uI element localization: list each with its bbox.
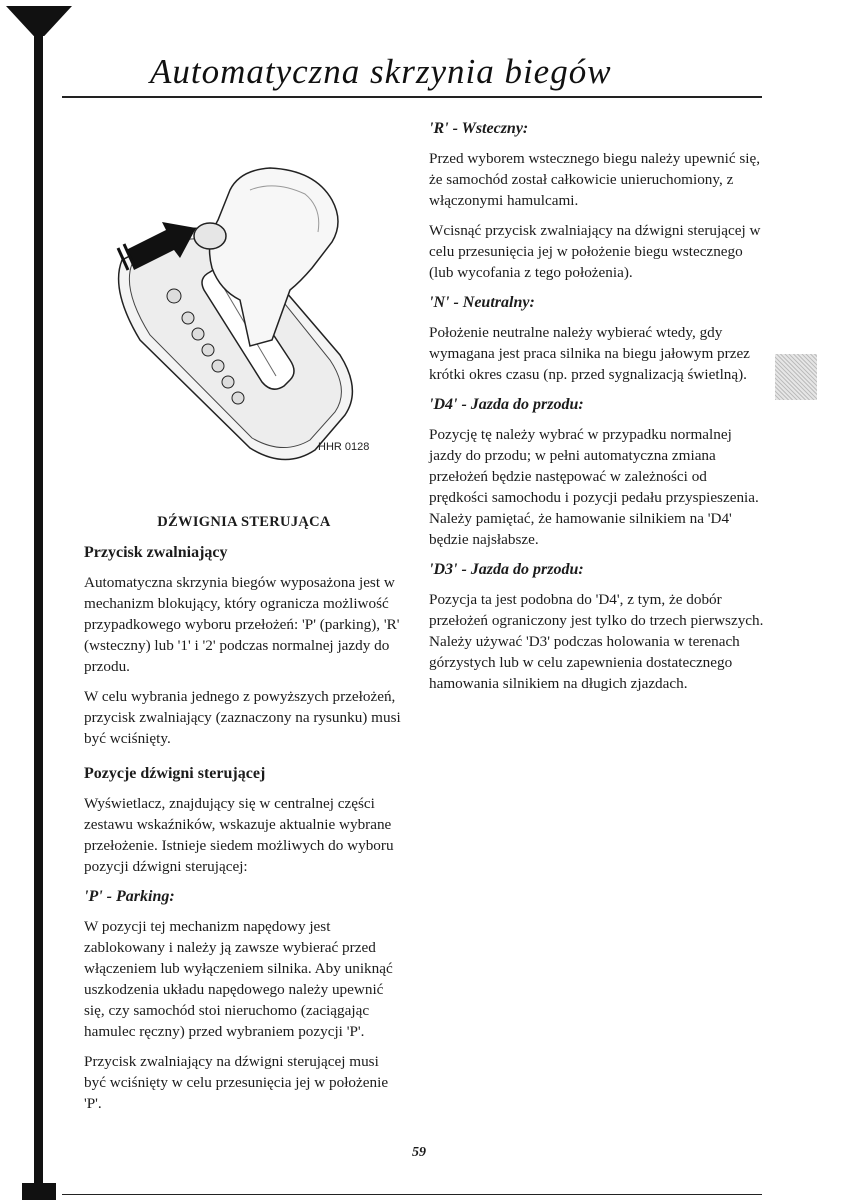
d4-paragraph: Pozycję tę należy wybrać w przypadku normalnej jazdy do przodu; w pełni automatyczna zmiana przełożeń będzie następować w zależności od prędkości samochodu i pozycji pedału przyspieszenia. Należy pamiętać, że hamowanie silnikiem na 'D4' będzie najsłabsze. bbox=[429, 426, 759, 548]
section-title: DŹWIGNIA STERUJĄCA bbox=[157, 514, 331, 530]
gear-lever-drawing bbox=[100, 150, 400, 470]
page-number: 59 bbox=[412, 1145, 426, 1160]
parking-paragraph-2: Przycisk zwalniający na dźwigni sterującej musi być wciśnięty w celu przesunięcia jej w położenie 'P'. bbox=[84, 1053, 389, 1112]
parking-heading: 'P' - Parking: bbox=[84, 888, 175, 905]
spine-bottom-foot bbox=[22, 1183, 56, 1200]
d3-heading: 'D3' - Jazda do przodu: bbox=[429, 561, 584, 578]
page-title: Automatyczna skrzynia biegów bbox=[150, 52, 612, 91]
spine-bar bbox=[34, 30, 43, 1200]
button-heading: Przycisk zwalniający bbox=[84, 544, 228, 561]
positions-heading: Pozycje dźwigni sterującej bbox=[84, 765, 266, 782]
parking-paragraph-1: W pozycji tej mechanizm napędowy jest zablokowany i należy ją zawsze wybierać przed włączeniem lub wyłączeniem silnika. Aby uniknąć uszkodzenia układu napędowego należy upewnić się, czy samochód stoi nieruchomo (zaciągając hamulec ręczny) przed wybraniem pozycji 'P'. bbox=[84, 918, 393, 1040]
title-rule bbox=[62, 96, 762, 98]
reverse-paragraph-2: Wcisnąć przycisk zwalniający na dźwigni sterującej w celu przesunięcia jej w położenie biegu wstecznego (lub wycofania z tego położenia). bbox=[429, 222, 761, 281]
button-paragraph-2: W celu wybrania jednego z powyższych przełożeń, przycisk zwalniający (zaznaczony na rysunku) musi być wciśnięty. bbox=[84, 688, 401, 747]
bottom-rule bbox=[62, 1194, 762, 1195]
neutral-paragraph: Położenie neutralne należy wybierać wtedy, gdy wymagana jest praca silnika na biegu jałowym przez krótki okres czasu (np. przed sygnalizacją świetlną). bbox=[429, 324, 750, 383]
section-thumb-tab bbox=[775, 354, 817, 400]
reverse-heading: 'R' - Wsteczny: bbox=[429, 120, 529, 137]
left-column bbox=[84, 512, 404, 1123]
figure-code: HHR 0128 bbox=[318, 441, 370, 453]
positions-paragraph: Wyświetlacz, znajdujący się w centralnej części zestawu wskaźników, wskazuje aktualnie wybrane przełożenie. Istnieje siedem możliwych do wyboru pozycji dźwigni sterującej: bbox=[84, 795, 394, 875]
d3-paragraph: Pozycja ta jest podobna do 'D4', z tym, że dobór przełożeń ograniczony jest tylko do trzech pierwszych. Należy używać 'D3' podczas holowania w terenach górzystych lub w celu zapewnienia dostatecznego hamowania silnikiem na długich zjazdach. bbox=[429, 591, 764, 692]
button-paragraph-1: Automatyczna skrzynia biegów wyposażona jest w mechanizm blokujący, który ogranicza możliwość przypadkowego wyboru przełożeń: 'P' (parking), 'R' (wsteczny) lub '1' i '2' podczas normalnej jazdy do przodu. bbox=[84, 574, 400, 675]
right-column bbox=[429, 118, 765, 703]
neutral-heading: 'N' - Neutralny: bbox=[429, 294, 535, 311]
reverse-paragraph-1: Przed wyborem wstecznego biegu należy upewnić się, że samochód został całkowicie unieruchomiony, z włączonymi hamulcami. bbox=[429, 150, 761, 209]
d4-heading: 'D4' - Jazda do przodu: bbox=[429, 396, 584, 413]
gear-lever-illustration bbox=[100, 150, 400, 470]
